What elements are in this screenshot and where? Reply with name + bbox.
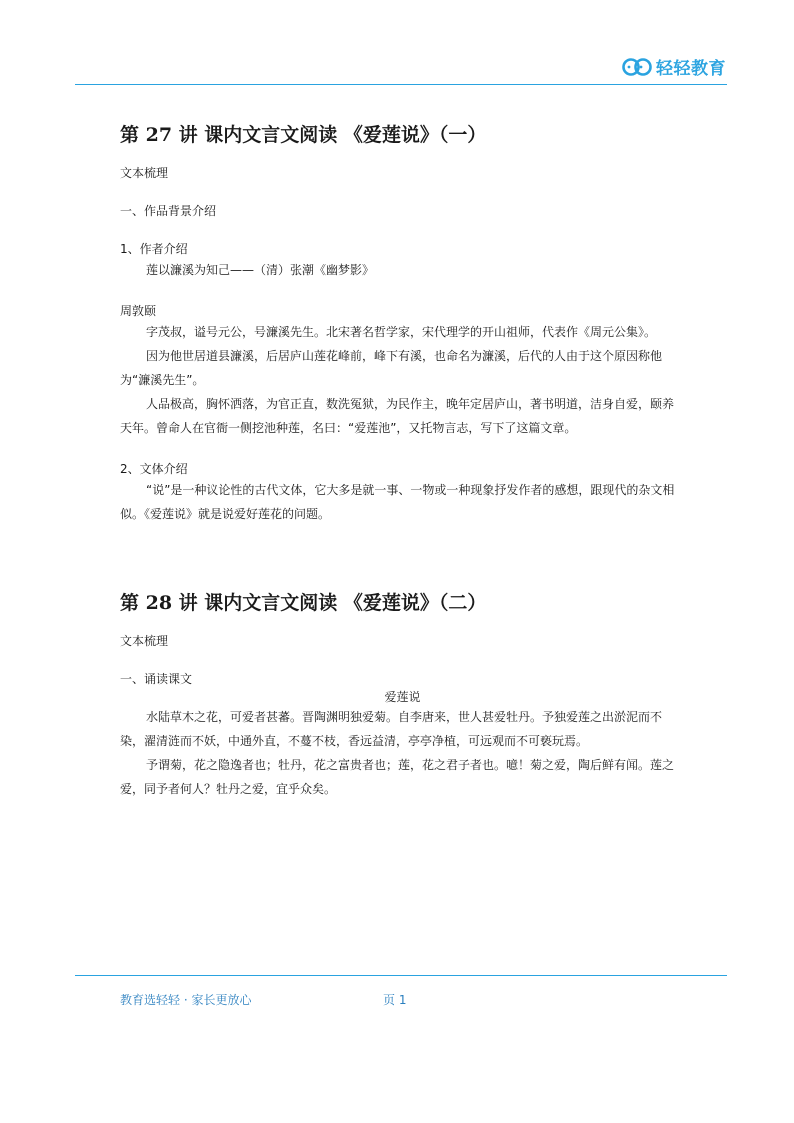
quote-paragraph: 莲以濂溪为知己——（清）张潮《幽梦影》 xyxy=(146,263,375,277)
section-heading: 文本梳理 xyxy=(120,634,169,648)
part-heading: 一、诵读课文 xyxy=(120,672,193,686)
brand-name: 轻轻教育 xyxy=(656,58,726,79)
sub-heading: 2、文体介绍 xyxy=(120,462,188,476)
part-heading: 一、作品背景介绍 xyxy=(120,204,217,218)
paragraph: “说”是一种议论性的古代文体，它大多是就一事、一物或一种现象抒发作者的感想，跟现代的杂文相似。《爱莲说》就是说爱好莲花的问题。 xyxy=(120,483,675,521)
paragraph: 人品极高，胸怀洒落，为官正直，数洗冤狱，为民作主，晚年定居庐山，著书明道，洁身自爱，颐养天年。曾命人在官衙一侧挖池种莲，名曰：“爱莲池”，又托物言志，写下了这篇文章。 xyxy=(120,397,675,435)
footer-slogan: 教育选轻轻 · 家长更放心 xyxy=(120,993,252,1007)
lesson-28-title: 第 28 讲 课内文言文阅读 《爱莲说》（二） xyxy=(120,592,487,614)
section-heading: 文本梳理 xyxy=(120,166,169,180)
logo-mark-icon xyxy=(622,55,652,77)
paragraph: 因为他世居道县濂溪，后居庐山莲花峰前，峰下有溪，也命名为濂溪，后代的人由于这个原因称他为“濂溪先生”。 xyxy=(120,349,663,387)
author-name: 周敦颐 xyxy=(120,304,157,318)
page-content xyxy=(120,120,685,801)
paragraph: 字茂叔，谥号元公，号濂溪先生。北宋著名哲学家，宋代理学的开山祖师，代表作《周元公集》。 xyxy=(146,325,657,339)
footer-divider xyxy=(75,975,727,976)
sub-heading: 1、作者介绍 xyxy=(120,242,188,256)
text-title: 爱莲说 xyxy=(384,690,421,704)
page-number: 页 1 xyxy=(383,993,407,1007)
header-logo xyxy=(622,52,726,80)
lesson-27-title: 第 27 讲 课内文言文阅读 《爱莲说》（一） xyxy=(120,124,487,146)
header-divider xyxy=(75,84,727,85)
paragraph: 水陆草木之花，可爱者甚蕃。晋陶渊明独爱菊。自李唐来，世人甚爱牡丹。予独爱莲之出淤泥而不染，濯清涟而不妖，中通外直，不蔓不枝，香远益清，亭亭净植，可远观而不可亵玩焉。 xyxy=(120,710,663,748)
paragraph: 予谓菊，花之隐逸者也；牡丹，花之富贵者也；莲，花之君子者也。噫！菊之爱，陶后鲜有闻。莲之爱，同予者何人？牡丹之爱，宜乎众矣。 xyxy=(120,758,675,796)
